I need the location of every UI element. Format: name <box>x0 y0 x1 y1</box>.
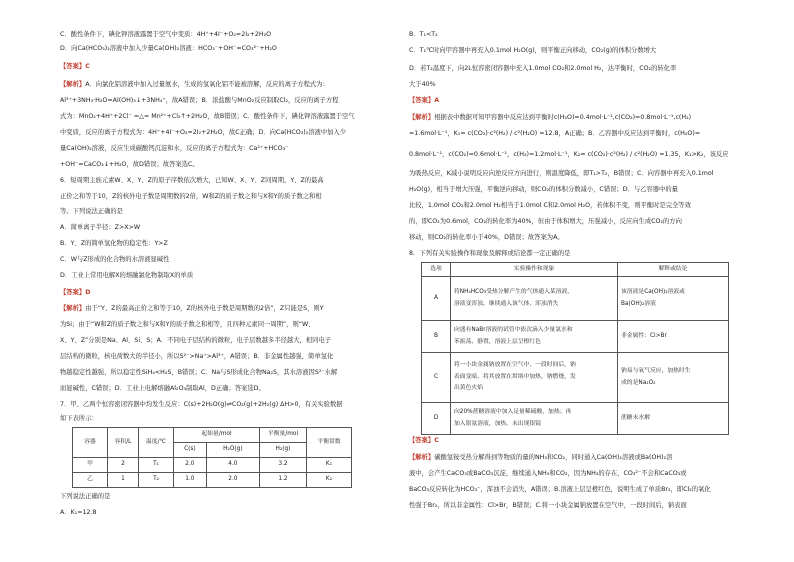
explanation-line: 性强于Br₂，所以非金属性：Cl>Br，B错误；C.将一小块金属钠放置在空气中，一段时间后，钠表面 <box>409 502 687 509</box>
table-cell: D <box>422 403 451 435</box>
experiment-table <box>421 262 729 435</box>
explanation-line: 0.8mol·L⁻¹，c(CO₂)=0.6mol·L⁻¹，c(H₂)=1.2mol·L⁻¹，K₂= c(CO₂)·c²(H₂) / c²(H₂O) =1.35，K₁>K₂，该反应 <box>409 151 729 158</box>
reaction-data-table <box>72 427 352 488</box>
table-cell: 4.0 <box>206 458 259 473</box>
cell-line: 表面变暗，将其放置在坩埚中加热，钠燃烧，发 <box>454 373 576 380</box>
table-cell: A <box>422 277 451 321</box>
explanation-line: 【解析】由于“Y、Z的最高正价之和等于10，Z的核外电子数是周期数的2倍”，Z只能是S，则Y <box>60 305 324 312</box>
answer-label: 【答案】A <box>409 97 440 104</box>
explanation-line: X、Y、Z”分别是Na、Al、Si、S；A．不同电子层结构的微粒，电子层数越多半径越大，相同电子 <box>60 337 331 344</box>
table-cell: 1.2 <box>260 473 307 488</box>
cell-line: 钠易与氧气反应，加热时生 <box>621 367 691 374</box>
option-a: A．简单离子半径：Z>X>W <box>60 224 141 231</box>
table-cell: 2.0 <box>174 458 207 473</box>
option-b: B．T₁<T₂ <box>409 31 438 38</box>
explanation-line: 式为：MnO₂+4H⁺+2Cl⁻ =△= Mn²⁺+Cl₂↑+2H₂O，故B错误；C．酸性条件下，碘化钾溶液露置于空气 <box>60 113 355 120</box>
table-cell <box>618 353 729 403</box>
explanation-line: 为吸热反应，K减小说明反应向逆反应方向进行，则温度降低，即T₁>T₂，B错误；C．向容器中再充入0.1mol <box>409 170 714 177</box>
table-cell <box>618 277 729 321</box>
table-header: 平衡常数 <box>307 428 352 458</box>
explanation-line: 的，即CO₂为0.6mol，CO₂的转化率为40%，但由于体积增大，压强减小，反应向生成CO₂的方向 <box>409 218 682 225</box>
explanation-line: =1.6mol·L⁻¹，K₁= c(CO₂)·c²(H₂) / c²(H₂O) =12.8，A正确；B．乙容器中反应达到平衡时，c(H₂O)= <box>409 130 701 137</box>
cell-line: 将一小块金属钠放置在空气中，一段时间后，钠 <box>454 361 576 368</box>
explanation-line: 【解析】A．向氯化铝溶液中加入过量氨水，生成的氢氧化铝不能被溶解，反应的离子方程式为： <box>60 81 329 88</box>
cell-line: 将NH₄HCO₃受热分解产生的气体通入某溶液， <box>454 288 574 295</box>
table-cell: 1 <box>108 473 139 488</box>
explanation-line: 为Si；由于“W和Z的质子数之和与X和Y的质子数之和相等，且四种元素同一周期”，则“W、 <box>60 321 315 328</box>
cell-line: 苯振荡、静置，溶液上层呈橙红色 <box>454 338 541 345</box>
table-cell: K₂ <box>307 473 352 488</box>
option-d: D．若T₂温度下，向2L恒容密闭容器中充入1.0mol CO₂和2.0mol H₂，达平衡时，CO₂的转化率 <box>409 65 677 72</box>
table-header: 选项 <box>422 263 451 277</box>
option-a: A．K₁=12.8 <box>60 509 97 516</box>
table-cell: 3.2 <box>260 458 307 473</box>
table-cell <box>451 353 618 403</box>
question-7-prompt: 下列说法正确的是 <box>60 493 111 500</box>
table-cell: T₁ <box>139 458 174 473</box>
explanation-line: 中变质，反应的离子方程式为：4H⁺+4I⁻+O₂=2I₂+2H₂O，故C正确；D．向Ca(HCO₃)₂溶液中加入少 <box>60 129 347 136</box>
option-d-line: D．向Ca(HCO₃)₂溶液中加入少量Ca(OH)₂溶液：HCO₃⁻+OH⁻=CO₃²⁻+H₂O <box>60 45 277 52</box>
cell-line: 向20%蔗糖溶液中加入足量稀硫酸，加热；再 <box>454 408 572 415</box>
table-header: H₂(g) <box>260 443 307 458</box>
explanation-line: 量Ca(OH)₂溶液，反应生成碳酸钙沉淀和水，反应的离子方程式为：Ca²⁺+HCO₃⁻ <box>60 145 289 152</box>
explanation-line: 物越稳定性越强，所以稳定性SiH₄<H₂S，B错误；C．Na与S形成化合物Na₂S，其水溶液因S²⁻水解 <box>60 369 338 376</box>
cell-line: 向盛有NaBr溶液的试管中依次滴入少量氯水和 <box>454 326 573 333</box>
answer-label: 【答案】C <box>60 63 90 70</box>
table-row <box>422 353 729 403</box>
table-cell <box>451 277 618 321</box>
option-d: D．工业上常用电解X的熔融氯化物制取X的单质 <box>60 272 194 279</box>
answer-label: 【答案】C <box>409 437 439 444</box>
table-cell <box>451 403 618 435</box>
question-7-stem: 7．甲、乙两个恒容密闭容器中均发生反应：C(s)+2H₂O(g)⇌CO₂(g)+2H₂(g) ΔH>0，有关实验数据 <box>60 401 343 408</box>
table-cell: 2.0 <box>206 473 259 488</box>
cell-line: 成的是Na₂O₂ <box>621 379 656 386</box>
explanation-line: 【解析】碳酸氢铵受热分解得到等物质的量的NH₃和CO₂，同时通入Ca(OH)₂溶液或Ba(OH)₂溶 <box>409 454 673 461</box>
table-row <box>422 321 729 353</box>
question-6-stem: 6．短周期主族元素W、X、Y、Z的原子序数依次增大，已知W、X、Y、Z同周期，Y、Z的最高 <box>60 177 324 184</box>
cell-line: 加入银氨溶液，加热，未出现银镜 <box>454 420 541 427</box>
table-header: 解释或结论 <box>618 263 729 277</box>
question-6-stem: 等。下列说法正确的是 <box>60 208 123 215</box>
table-header: H₂O(g) <box>206 443 259 458</box>
option-d: 大于40% <box>409 81 436 88</box>
explanation-line: H₂O(g)，相当于增大压强，平衡逆向移动，则CO₂的体积分数减小，C错误；D．与乙容器中的量 <box>409 186 678 193</box>
explanation-line: 液中，会产生CaCO₃或BaCO₃沉淀，继续通入NH₃和CO₂，因为NH₃的存在，CO₃²⁻不会和CaCO₃或 <box>409 470 687 477</box>
table-header: 起始量/mol <box>174 428 260 443</box>
table-cell: B <box>422 321 451 353</box>
table-header: 平衡量/mol <box>260 428 307 443</box>
answer-label: 【答案】D <box>60 289 91 296</box>
table-cell: 甲 <box>73 458 108 473</box>
explanation-line: 移动，则CO₂的转化率小于40%，D错误；故答案为A。 <box>409 234 564 241</box>
question-8-stem: 8．下列有关实验操作和现象及解释或结论都一定正确的是 <box>409 250 571 257</box>
explanation-line: +OH⁻=CaCO₃↓+H₂O，故D错误；故答案选C。 <box>60 161 199 168</box>
cell-line: 出黄色火焰 <box>454 385 483 392</box>
table-cell: 非金属性：Cl>Br <box>618 321 729 353</box>
table-cell <box>451 321 618 353</box>
option-b: B．Y、Z的简单氢化物的稳定性：Y>Z <box>60 240 168 247</box>
table-row <box>422 403 729 435</box>
table-cell: C <box>422 353 451 403</box>
table-header: 温度/℃ <box>139 428 174 458</box>
cell-line: 该溶液是Ca(OH)₂溶液或 <box>621 288 685 295</box>
table-cell: 乙 <box>73 473 108 488</box>
question-6-stem: 正价之和等于10，Z的核外电子数是周期数的2倍，W和Z的质子数之和与X和Y的质子数之和相 <box>60 193 322 200</box>
table-cell: K₁ <box>307 458 352 473</box>
table-cell: T₂ <box>139 473 174 488</box>
explanation-line: 比较，1.0mol CO₂和2.0mol H₂相当于1.0mol C和2.0mol H₂O，若体积不变，则平衡时是完全等效 <box>409 202 691 209</box>
table-cell: 2 <box>108 458 139 473</box>
table-row <box>422 277 729 321</box>
table-cell: 1.0 <box>174 473 207 488</box>
table-cell: 蔗糖未水解 <box>618 403 729 435</box>
cell-line: 溶液变浑浊，继续通入该气体，浑浊消失 <box>454 300 559 307</box>
explanation-line: Al³⁺+3NH₃·H₂O=Al(OH)₃↓+3NH₄⁺，故A错误；B．浓盐酸与MnO₂反应制取Cl₂，反应的离子方程 <box>60 97 339 104</box>
option-c: C．T₁℃时向甲容器中再充入0.1mol H₂O(g)，则平衡正向移动，CO₂(g)的体积分数增大 <box>409 47 657 54</box>
cell-line: Ba(OH)₂溶液 <box>621 300 656 307</box>
table-header: 实验操作和现象 <box>451 263 618 277</box>
option-c: C．W与Z形成的化合物的水溶液显碱性 <box>60 256 170 263</box>
explanation-line: BaCO₃反应转化为HCO₃⁻，浑浊不会消失，A错误；B.溶液上层呈橙红色，说明生成了单质Br₂，即Cl₂的氧化 <box>409 486 711 493</box>
table-row <box>73 458 352 473</box>
explanation-line: 而显碱性，C错误；D．工业上电解熔融Al₂O₃制取Al，D正确；答案选D。 <box>60 385 265 392</box>
table-row <box>73 473 352 488</box>
table-header: 容器 <box>73 428 108 458</box>
explanation-line: 【解析】根据表中数据可知甲容器中反应达到平衡时c(H₂O)=0.4mol·L⁻¹,c(CO₂)=0.8mol·L⁻¹,c(H₂) <box>409 114 692 121</box>
explanation-line: 层结构的微粒，核电荷数大的半径小，所以S²⁻>Na⁺>Al³⁺，A错误；B．非金属性越强，简单氢化 <box>60 353 334 360</box>
table-header: 容积/L <box>108 428 139 458</box>
table-header: C(s) <box>174 443 207 458</box>
question-7-stem: 如下表所示： <box>60 415 98 422</box>
option-c-line: C．酸性条件下，碘化钾溶液露置于空气中变质：4H⁺+4I⁻+O₂=2I₂+2H₂O <box>60 31 272 38</box>
